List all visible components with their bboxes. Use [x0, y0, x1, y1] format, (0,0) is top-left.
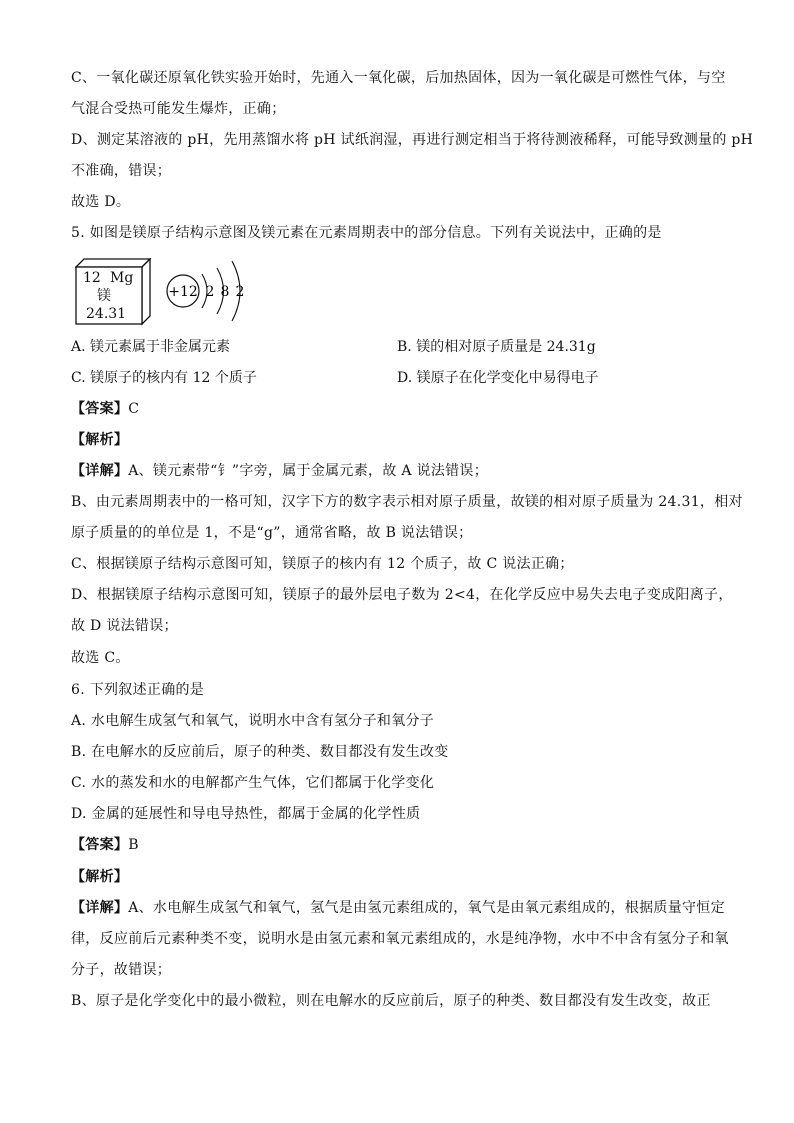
text-line: B、由元素周期表中的一格可知，汉字下方的数字表示相对原子质量，故镁的相对原子质量为 24.31，相对	[71, 494, 743, 510]
atomic-mass: 24.31	[86, 306, 127, 322]
answer-value: B	[128, 837, 139, 853]
answer-value: C	[128, 401, 140, 417]
text-line: 故选 C。	[71, 650, 130, 666]
q6-analysis-heading	[71, 869, 128, 885]
shell-electrons-3: 2	[235, 284, 245, 300]
text-line: 不准确，错误；	[71, 163, 172, 179]
question-6-stem: 6. 下列叙述正确的是	[71, 682, 205, 698]
q5-option-c: C. 镁原子的核内有 12 个质子	[71, 370, 257, 386]
text-line: 原子质量的的单位是 1，不是“g”，通常省略，故 B 说法错误；	[71, 525, 473, 541]
detail-text: A、水电解生成氢气和氧气，氢气是由氢元素组成的，氧气是由氧元素组成的，根据质量守恒定	[128, 900, 725, 916]
periodic-table-cell	[75, 258, 153, 324]
shell-electrons-2: 8	[220, 284, 230, 300]
q6-option-b: B. 在电解水的反应前后，原子的种类、数目都没有发生改变	[71, 744, 449, 760]
text-line: 故选 D。	[71, 194, 131, 210]
q5-answer	[71, 401, 139, 417]
text-line: 律，反应前后元素种类不变，说明水是由氢元素和氧元素组成的，水是纯净物，水中不中含有氢分子和氧	[71, 931, 729, 947]
text-line: 分子，故错误；	[71, 962, 172, 978]
element-symbol: Mg	[110, 270, 134, 286]
q5-option-b: B. 镁的相对原子质量是 24.31g	[397, 339, 596, 355]
element-name: 镁	[97, 288, 111, 304]
text-line: 气混合受热可能发生爆炸，正确；	[71, 101, 286, 117]
text-line: C、根据镁原子结构示意图可知，镁原子的核内有 12 个质子，故 C 说法正确；	[71, 556, 574, 572]
q5-detail-line	[71, 463, 488, 479]
shell-electrons-1: 2	[205, 284, 215, 300]
q6-option-d: D. 金属的延展性和导电导热性，都属于金属的化学性质	[71, 806, 421, 822]
answer-label: 【答案】	[71, 401, 129, 417]
q6-option-c: C. 水的蒸发和水的电解都产生气体，它们都属于化学变化	[71, 775, 435, 791]
q6-detail-line	[71, 900, 725, 916]
question-5-stem: 5. 如图是镁原子结构示意图及镁元素在元素周期表中的部分信息。下列有关说法中，正确的是	[71, 225, 662, 241]
q6-answer	[71, 837, 139, 853]
text-line: B、原子是化学变化中的最小微粒，则在电解水的反应前后，原子的种类、数目都没有发生改变，故正	[71, 993, 711, 1009]
q6-option-a: A. 水电解生成氢气和氧气，说明水中含有氢分子和氧分子	[71, 713, 435, 729]
q5-option-d: D. 镁原子在化学变化中易得电子	[397, 370, 599, 386]
q5-option-a: A. 镁元素属于非金属元素	[71, 339, 231, 355]
detail-label: 【详解】	[71, 463, 129, 479]
nucleus-charge: +12	[168, 284, 198, 300]
q5-analysis-heading	[71, 432, 128, 448]
text-line: C、一氧化碳还原氧化铁实验开始时，先通入一氧化碳，后加热固体，因为一氧化碳是可燃性气体，与空	[71, 70, 726, 86]
answer-label: 【答案】	[71, 837, 129, 853]
atom-structure-diagram	[164, 258, 254, 324]
text-line: D、根据镁原子结构示意图可知，镁原子的最外层电子数为 2<4，在化学反应中易失去电子变成阳离子，	[71, 587, 733, 603]
detail-label: 【详解】	[71, 900, 129, 916]
analysis-label: 【解析】	[71, 432, 129, 448]
text-line: 故 D 说法错误；	[71, 618, 178, 634]
detail-text: A、镁元素带“钅”字旁，属于金属元素，故 A 说法错误；	[128, 463, 489, 479]
text-line: D、测定某溶液的 pH，先用蒸馏水将 pH 试纸润湿，再进行测定相当于将待测液稀释，可能导致测量的 pH	[71, 132, 754, 148]
analysis-label: 【解析】	[71, 869, 129, 885]
atomic-number: 12	[83, 270, 101, 286]
